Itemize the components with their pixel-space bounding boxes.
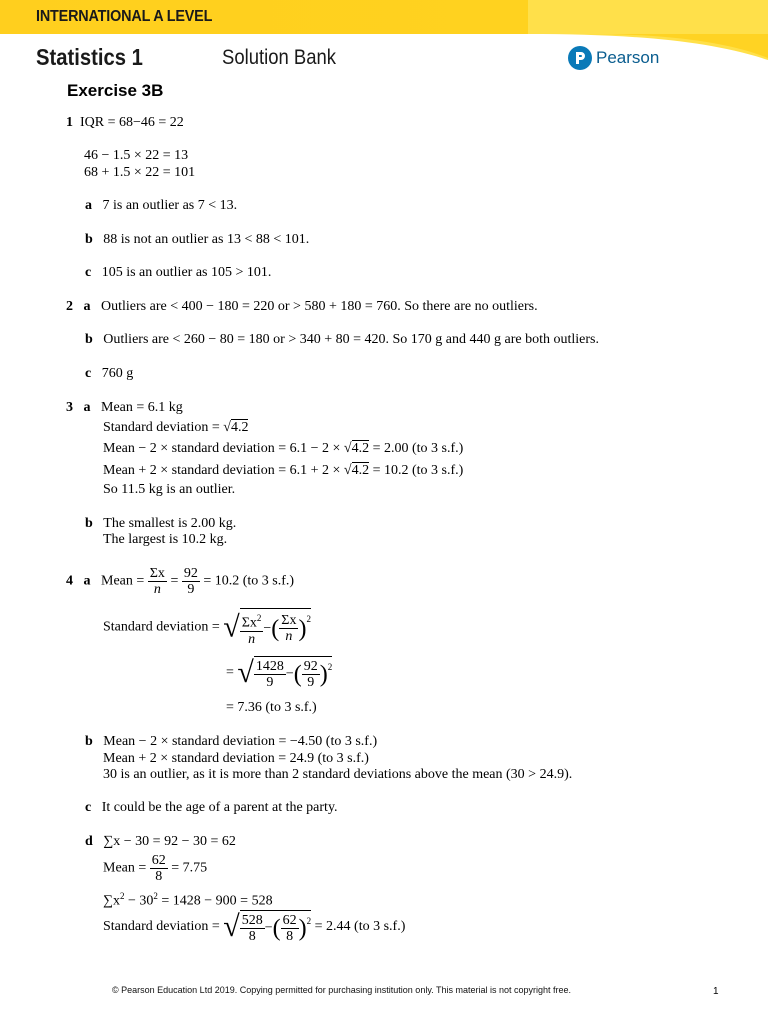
sqrt-icon: √ — [343, 441, 352, 456]
q3a-upper — [103, 463, 463, 479]
exponent: 2 — [306, 916, 312, 926]
minus-sign: − — [285, 666, 294, 682]
subject-title: Statistics 1 — [36, 44, 143, 70]
q4c-label: c — [85, 800, 92, 815]
q2a-label: a — [83, 299, 91, 314]
q1a-text: 7 is an outlier as 7 < 13. — [102, 198, 238, 213]
q4d-sd-label: Standard deviation = — [103, 919, 224, 935]
pearson-p-icon — [568, 46, 592, 70]
q4a-sd-substituted — [226, 656, 332, 690]
q4c — [85, 800, 338, 816]
pearson-wordmark: Pearson — [596, 48, 660, 67]
q1-lower-fence: 46 − 1.5 × 22 = 13 — [84, 148, 189, 163]
q2c-text: 760 g — [101, 366, 134, 381]
q4d-mean-label: Mean = — [103, 860, 150, 876]
q4d-label: d — [85, 834, 93, 849]
q3a-upper-sqrt: 4.2 — [351, 463, 370, 478]
sqrt-radicand — [240, 910, 311, 944]
q1b-label: b — [85, 232, 93, 247]
q2c-label: c — [85, 366, 92, 381]
exponent: 2 — [256, 613, 262, 623]
q4a-mean: 4 a Mean = $\frac{\Sigma x}{n}$ = $\frac{92}{9}$ = 10.2 (to 3 s.f.) — [66, 566, 295, 597]
sum-x-symbol: ∑x — [103, 893, 120, 909]
q3a-sd — [103, 420, 248, 436]
q1c-text: 105 is an outlier as 105 > 101. — [101, 265, 272, 280]
q4d-mean-result: = 7.75 — [171, 860, 208, 876]
q1c — [85, 265, 271, 281]
exponent: 2 — [327, 662, 333, 672]
q1-upper-fence: 68 + 1.5 × 22 = 101 — [84, 165, 196, 180]
frac-denominator: 8 — [286, 929, 294, 944]
q2b — [85, 332, 599, 348]
paren-close: ) — [319, 661, 328, 688]
equals-sign: = — [226, 665, 234, 681]
q4a-sd-formula — [103, 608, 311, 647]
q2-number: 2 — [66, 299, 73, 314]
q2b-text: Outliers are < 260 − 80 = 180 or > 340 + 80 = 420. So 170 g and 440 g are both outliers. — [103, 332, 599, 347]
q1c-label: c — [85, 265, 92, 280]
q3a-sd-label: Standard deviation = — [103, 420, 224, 435]
q3a-sqrt-value: 4.2 — [230, 420, 249, 435]
frac-numerator: Σx — [281, 613, 297, 629]
sqrt-radicand — [254, 656, 332, 690]
minus-sign: − — [263, 621, 272, 637]
q4d-sumsq-result: = 1428 − 900 = 528 — [157, 893, 273, 909]
sqrt-icon: √ — [343, 463, 352, 478]
fraction-1428-9 — [254, 659, 286, 690]
paren-open: ( — [272, 915, 281, 942]
frac-numerator: 92 — [303, 659, 318, 674]
frac-numerator: Σx — [149, 566, 165, 581]
frac-numerator: 92 — [183, 566, 198, 581]
fraction-sumx-n — [279, 613, 298, 644]
sqrt-icon: √ — [223, 420, 231, 435]
q3a-lower-pre: Mean − 2 × standard deviation = 6.1 − 2 × — [103, 441, 344, 456]
frac-numerator: 528 — [241, 913, 263, 928]
program-label: INTERNATIONAL A LEVEL — [36, 8, 213, 25]
paren-close: ) — [298, 915, 307, 942]
q3-number: 3 — [66, 400, 73, 415]
q4d-thirty: − 30 — [124, 893, 154, 909]
frac-denominator: 9 — [187, 582, 195, 597]
q4d-sum: ∑x − 30 = 92 − 30 = 62 — [103, 834, 236, 849]
frac-denominator: 9 — [266, 675, 274, 690]
q1a — [85, 198, 237, 214]
q3b-label: b — [85, 516, 93, 531]
q2b-label: b — [85, 332, 93, 347]
q4b-lower: Mean − 2 × standard deviation = −4.50 (to 3 s.f.) — [103, 734, 378, 749]
q4a-label: a — [83, 573, 91, 589]
q4d-line1 — [85, 834, 236, 850]
q4a-mean-result: = 10.2 (to 3 s.f.) — [203, 573, 295, 589]
q3a-upper-pre: Mean + 2 × standard deviation = 6.1 + 2 × — [103, 463, 344, 478]
q1-line — [66, 115, 184, 131]
q4b-upper: Mean + 2 × standard deviation = 24.9 (to 3 s.f.) — [103, 751, 369, 766]
exercise-title: Exercise 3B — [67, 81, 164, 100]
q2a-text: Outliers are < 400 − 180 = 220 or > 580 + 180 = 760. So there are no outliers. — [101, 299, 538, 314]
q3a-lower-post: = 2.00 (to 3 s.f.) — [369, 441, 464, 456]
q3b-line1 — [85, 516, 236, 532]
fraction-528-8 — [240, 913, 265, 944]
q4a-mean-label: Mean = — [101, 573, 148, 589]
q1b-text: 88 is not an outlier as 13 < 88 < 101. — [103, 232, 310, 247]
sum-x-symbol: Σx — [241, 615, 257, 631]
q4d-mean — [103, 853, 207, 884]
exponent: 2 — [306, 614, 311, 624]
paren-close: ) — [298, 615, 307, 642]
frac-numerator: 62 — [282, 913, 297, 928]
frac-denominator: n — [285, 629, 293, 645]
minus-sign: − — [264, 920, 273, 936]
fraction-sumx-n — [148, 566, 167, 597]
q4b-label: b — [85, 734, 93, 749]
paren-open: ( — [293, 661, 302, 688]
q4a-sd-result: = 7.36 (to 3 s.f.) — [226, 700, 317, 715]
q4-number: 4 — [66, 573, 73, 589]
q4d-sd-result: = 2.44 (to 3 s.f.) — [314, 919, 406, 935]
q3a-mean: Mean = 6.1 kg — [101, 400, 183, 415]
q1-number: 1 — [66, 115, 73, 130]
q3a-conclusion: So 11.5 kg is an outlier. — [103, 482, 236, 497]
exponent: 2 — [119, 891, 125, 901]
paren-open: ( — [271, 615, 280, 642]
frac-numerator: 62 — [151, 853, 166, 868]
frac-denominator: n — [153, 582, 161, 597]
sqrt-icon: √ — [223, 910, 240, 943]
fraction-92-9 — [182, 566, 200, 597]
q3a-line1 — [66, 400, 183, 416]
q2a — [66, 299, 538, 315]
q3a-upper-post: = 10.2 (to 3 s.f.) — [369, 463, 464, 478]
frac-denominator: 8 — [248, 929, 256, 944]
q4a-sd-label: Standard deviation = — [103, 619, 224, 635]
page-number: 1 — [713, 986, 719, 997]
sqrt-icon: √ — [237, 656, 254, 689]
frac-denominator: 8 — [155, 869, 163, 884]
frac-numerator: 1428 — [255, 659, 284, 674]
frac-numerator — [240, 611, 264, 632]
q4c-text: It could be the age of a parent at the party. — [101, 800, 338, 815]
frac-denominator: n — [248, 631, 256, 647]
q2c — [85, 366, 133, 382]
q3a-lower-sqrt: 4.2 — [351, 441, 370, 456]
q3b-smallest: The smallest is 2.00 kg. — [103, 516, 237, 531]
q4d-sumsq — [103, 888, 273, 910]
sqrt-radicand — [240, 608, 311, 647]
pearson-logo — [568, 46, 659, 70]
q1a-label: a — [85, 198, 92, 213]
q3a-lower — [103, 441, 463, 457]
q1b — [85, 232, 309, 248]
sqrt-icon: √ — [223, 610, 240, 644]
section-title: Solution Bank — [222, 46, 337, 69]
fraction-62-8 — [150, 853, 168, 884]
fraction-62-8 — [281, 913, 299, 944]
copyright-notice: © Pearson Education Ltd 2019. Copying permitted for purchasing institution only. This material is not copyright free. — [112, 985, 572, 995]
q4b-conclusion: 30 is an outlier, as it is more than 2 standard deviations above the mean (30 > 24.9). — [103, 767, 573, 782]
q4d-sd — [103, 910, 405, 944]
fraction-92-9 — [302, 659, 320, 690]
exponent: 2 — [153, 891, 158, 901]
q4b-line1 — [85, 734, 377, 750]
frac-denominator: 9 — [307, 675, 315, 690]
q3b-largest: The largest is 10.2 kg. — [103, 532, 228, 547]
q3a-label: a — [83, 400, 91, 415]
q1-iqr: IQR = 68−46 = 22 — [80, 115, 184, 130]
fraction-sumx2-n — [240, 611, 264, 647]
